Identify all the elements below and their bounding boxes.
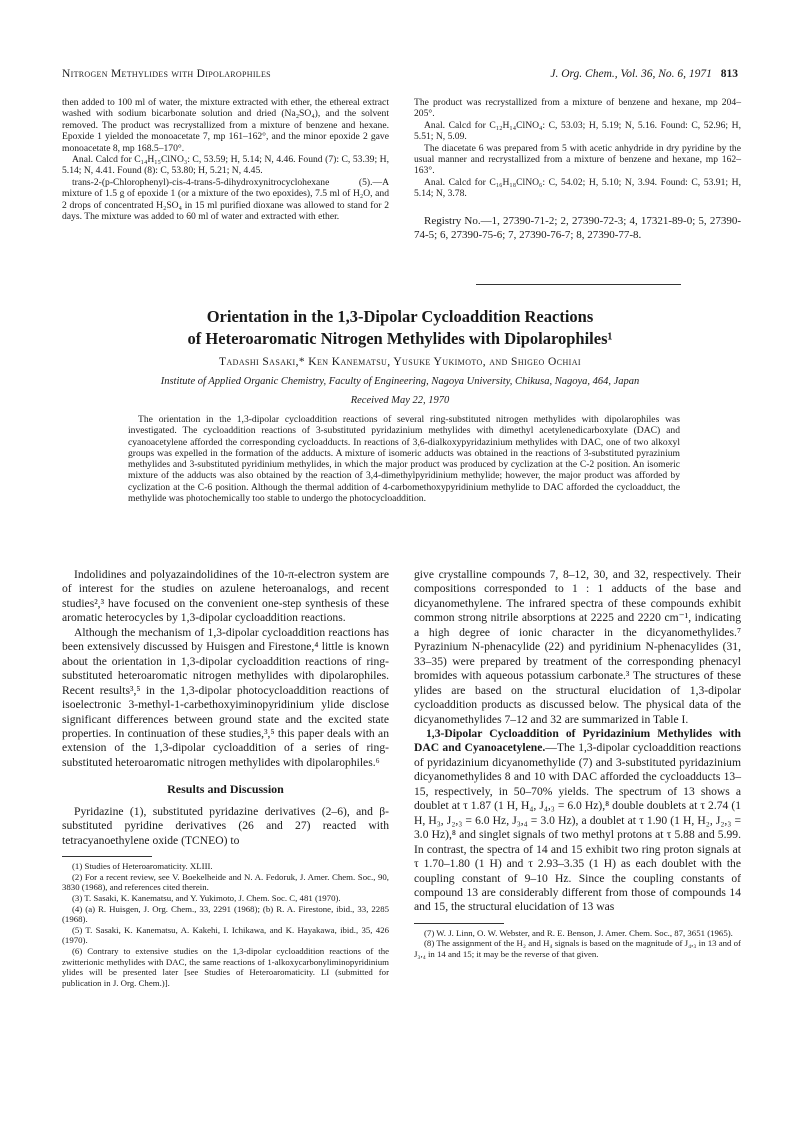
- body-left-column: [62, 568, 389, 988]
- page-number: 813: [720, 68, 738, 80]
- registry-numbers: Registry No.—1, 27390-71-2; 2, 27390-72-3; 4, 17321-89-0; 5, 27390-74-5; 6, 27390-75-6; 7, 27390-76-7; 8, 27390-77-8.: [414, 214, 741, 242]
- running-head-title: Nitrogen Methylides with Dipolarophiles: [62, 68, 271, 80]
- authors: Tadashi Sasaki,* Ken Kanematsu, Yusuke Yukimoto, and Shigeo Ochiai: [219, 356, 581, 368]
- article-separator-rule: [476, 284, 681, 285]
- received-date: Received May 22, 1970: [350, 395, 450, 406]
- footnote: (6) Contrary to extensive studies on the 1,3-dipolar cycloaddition reactions of the zwitterionic methylides with DAC, the same reactions of 1-alkoxycarbonyliminopyridinium ylides will be presented later [see Studies of Heteroaromaticity. LI (submitted for publication in J. Org. Chem.)].: [62, 945, 389, 988]
- footnote: (5) T. Sasaki, K. Kanematsu, A. Kakehi, I. Ichikawa, and K. Hayakawa, ibid., 35, 426 (1970).: [62, 924, 389, 946]
- paragraph: give crystalline compounds 7, 8–12, 30, and 32, respectively. Their compositions corresponded to 1 : 1 adducts of the base and dicyanomethylene. The infrared spectra of these compounds exhibit common strong nitrile absorptions at 2225 and 2220 cm⁻¹, indicating a high degree of ionic character in the dicyanomethylides.⁷ Pyrazinium N-phenacylide (22) and pyridinium N-phenacylides (31, 33–35) were prepared by treatment of the corresponding phenacyl bromides with aqueous potassium carbonate.³ The structures of these ylides are based on the structural elucidation of 1,3-dipolar cycloaddition products as discussed below. The physical data of the dicyanomethylides 7–12 and 32 are summarized in Table I.: [414, 568, 741, 726]
- title-line: Orientation in the 1,3-Dipolar Cycloaddition Reactions: [206, 307, 594, 326]
- paragraph-text: —The 1,3-dipolar cycloaddition reactions of pyridazinium dicyanomethylide (7) and 3-substituted pyridazinium dicyanomethylides 8 and 10 with DAC afforded the cycloadducts 13–15, respectively, in 50–70% yields. The spectrum of 13 shows a doublet at τ 1.87 (1 H, H₄, J₄,₃ = 6.0 Hz),⁸ double doublets at τ 2.74 (1 H, H₃, J₂,₃ = 6.0 Hz, J₃,₄ = 3.0 Hz), a doublet at τ 1.90 (1 H, H₂, J₂,₃ = 3.0 Hz),⁸ and singlet signals of two methyl protons at τ 5.88 and 5.99. In contrast, the spectra of 14 and 15 exhibit two ring proton signals at τ 1.70–1.80 (1 H) and τ 2.93–3.35 (1 H) as each doublet with the coupling constant of 9–10 Hz. Since the coupling constants of compound 13 are considerably different from those of compounds 14 and 15, the structural elucidation of 13 was: [414, 741, 741, 914]
- article-title: [0, 306, 800, 350]
- paragraph: Although the mechanism of 1,3-dipolar cycloaddition reactions has been extensively discussed by Huisgen and Firestone,⁴ little is known about the orientation in 1,3-dipolar cycloaddition reactions of ring-substituted heteroaromatic nitrogen methylides with dipolarophiles. Recent results³,⁵ in the 1,3-dipolar photocycloaddition reactions of isoelectronic 3-methyl-1-carbethoxyiminopyridinium ylide disclose significant differences between ground state and the excited state properties. In continuation of these studies,³,⁵ this paper deals with an extension of the 1,3-dipolar cycloaddition of a series of ring-substituted heteroaromatic nitrogen methylides with dipolarophiles.⁶: [62, 625, 389, 769]
- footnote: (7) W. J. Linn, O. W. Webster, and R. E. Benson, J. Amer. Chem. Soc., 87, 3651 (1965).: [424, 927, 733, 938]
- section-heading: Results and Discussion: [167, 782, 284, 797]
- previous-article-left-column: [62, 97, 389, 222]
- paragraph: Anal. Calcd for C₁₂H₁₄ClNO₄: C, 53.03; H, 5.19; N, 5.16. Found: C, 52.96; H, 5.51; N, 5.09.: [414, 119, 741, 143]
- previous-article-right-column: [414, 97, 741, 243]
- paragraph: trans-2-(p-Chlorophenyl)-cis-4-trans-5-dihydroxynitrocyclohexane (5).—A mixture of 1.5 g of epoxide 1 (or a mixture of the two epoxides), 7.5 ml of H₂O, and 2 drops of concentrated H₂SO₄ in 15 ml purified dioxane was allowed to stand for 2 days. The mixture was added to 60 ml of water and extracted with ether.: [62, 176, 389, 223]
- body-right-column: [414, 568, 741, 960]
- footnote: (4) (a) R. Huisgen, J. Org. Chem., 33, 2291 (1968); (b) R. A. Firestone, ibid., 33, 2285 (1968).: [62, 903, 389, 925]
- footnotes: [414, 923, 741, 960]
- abstract: The orientation in the 1,3-dipolar cycloaddition reactions of several ring-substituted nitrogen methylides with dipolarophiles was investigated. The cycloaddition reactions of 3-substituted pyridazinium methylides with dimethyl acetylenedicarboxylate (DAC) and cyanoacetylene afforded the corresponding cycloadducts. In reactions of 3,6-dialkoxypyridazinium methylides with DAC, one of two alkoxyl groups was expelled in the formation of the adducts. A mixture of isomeric adducts was obtained in the reactions of 3-substituted pyrazinium methylides and 3-substituted pyridinium methylides, in which the major product was produced by cyclization at the C-2 position. An isomeric mixture of the adducts was also obtained by the reaction of 3,4-dimethylpyridinium methylide; however, the major product was afforded by cyclization at the C-6 position. Although the thermal addition of 4-carbomethoxypyridinium methylide to DAC afforded the cycloadduct, the methylide was photochemically too stable to undergo the photocycloaddition.: [128, 414, 680, 505]
- title-line: of Heteroaromatic Nitrogen Methylides with Dipolarophiles¹: [187, 329, 613, 348]
- paragraph: Anal. Calcd for C₁₄H₁₅ClNO₃: C, 53.59; H, 5.14; N, 4.46. Found (7): C, 53.39; H, 5.14; N, 4.41. Found (8): C, 53.80; H, 5.21; N, 4.45.: [62, 154, 389, 177]
- footnote: (1) Studies of Heteroaromaticity. XLIII.: [72, 861, 213, 872]
- journal-citation: J. Org. Chem., Vol. 36, No. 6, 1971: [550, 68, 712, 80]
- paragraph: Anal. Calcd for C₁₆H₁₈ClNO₆: C, 54.02; H, 5.10; N, 3.94. Found: C, 53.91; H, 5.14; N, 3.78.: [414, 176, 741, 200]
- paragraph: Pyridazine (1), substituted pyridazine derivatives (2–6), and β-substituted pyridine derivatives (26 and 27) reacted with tetracyanoethylene oxide (TCNEO) to: [62, 804, 389, 847]
- footnotes: [62, 856, 389, 988]
- affiliation: Institute of Applied Organic Chemistry, Faculty of Engineering, Nagoya University, Chikusa, Nagoya, 464, Japan: [160, 376, 640, 387]
- paragraph: Indolidines and polyazaindolidines of the 10-π-electron system are of interest for the studies on azulene heteroanalogs, and recent studies²,³ have focused on the convenient one-step synthesis of these aromatic heterocycles by 1,3-dipolar cycloaddition reactions.: [62, 568, 389, 625]
- footnote: (8) The assignment of the H₂ and H₄ signals is based on the magnitude of J₄,₃ in 13 and of J₃,₄ in 14 and 15; it may be the reverse of that given.: [414, 938, 741, 960]
- paragraph: The product was recrystallized from a mixture of benzene and hexane, mp 204–205°.: [414, 97, 741, 120]
- paragraph: then added to 100 ml of water, the mixture extracted with ether, the ethereal extract washed with sodium bicarbonate solution and dried (Na₂SO₄), and the solvent removed. The product was recrystallized from a mixture of benzene and hexane. Epoxide 1 yielded the monoacetate 7, mp 161–162°, and the minor epoxide 2 gave monoacetate 8, mp 168.5–170°.: [62, 97, 389, 154]
- footnote-rule: [62, 856, 152, 857]
- paragraph: [414, 727, 741, 915]
- running-head-citation: [550, 68, 738, 80]
- footnote-rule: [414, 923, 504, 924]
- footnote: (3) T. Sasaki, K. Kanematsu, and Y. Yukimoto, J. Chem. Soc. C, 481 (1970).: [72, 892, 341, 903]
- subsection-heading: 1,3-Dipolar Cycloaddition of Pyridazinium Methylides with DAC and Cyanoacetylene.: [414, 726, 741, 755]
- paragraph: The diacetate 6 was prepared from 5 with acetic anhydride in dry pyridine by the usual manner and recrystallized from a mixture of benzene and hexane, mp 162–163°.: [414, 142, 741, 177]
- running-head: [62, 68, 738, 84]
- footnote: (2) For a recent review, see V. Boekelheide and N. A. Fedoruk, J. Amer. Chem. Soc., 90, 3830 (1968), and references cited therein.: [62, 871, 389, 893]
